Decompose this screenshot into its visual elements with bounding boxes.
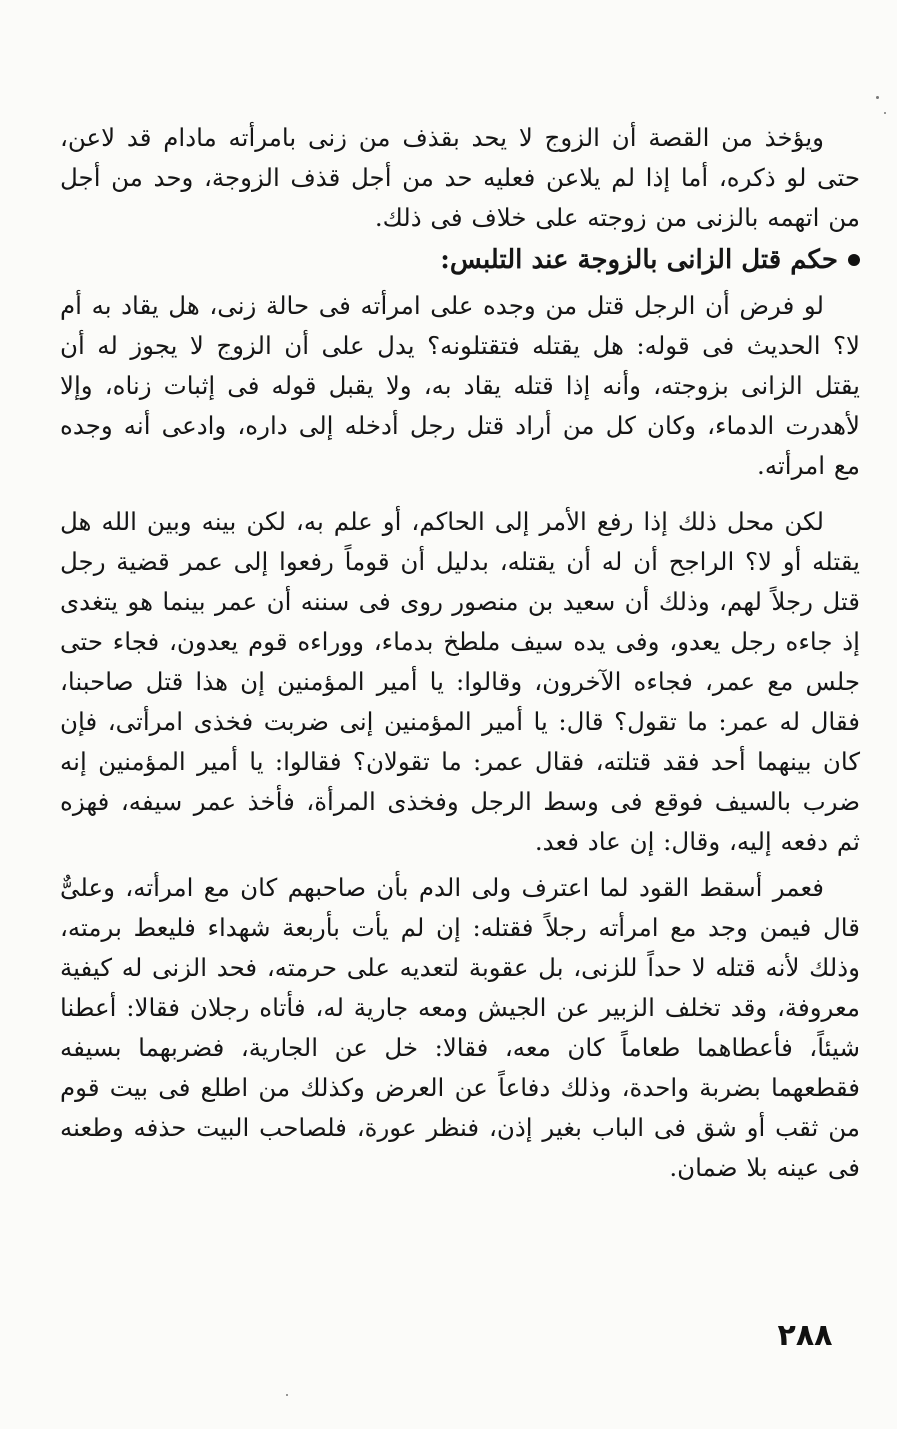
page-number: ٢٨٨ bbox=[777, 1318, 833, 1353]
section-heading bbox=[60, 240, 860, 280]
scan-speck bbox=[876, 96, 879, 99]
paragraph-conclusion: ويؤخذ من القصة أن الزوج لا يحد بقذف من زنى بامرأته مادام قد لاعن، حتى لو ذكره، أما إذا لم يلاعن فعليه حد من أجل قذف الزوجة، وحد من أجل من اتهمه بالزنى من زوجته على خلاف فى ذلك. bbox=[60, 123, 860, 232]
paragraph-spacer bbox=[60, 486, 860, 502]
scan-speck bbox=[286, 1394, 288, 1396]
section-heading-text: حكم قتل الزانى بالزوجة عند التلبس: bbox=[440, 245, 838, 275]
bullet-icon bbox=[848, 254, 860, 266]
scan-speck bbox=[884, 112, 886, 114]
paragraph-hypothesis: لو فرض أن الرجل قتل من وجده على امرأته فى حالة زنى، هل يقاد به أم لا؟ الحديث فى قوله: هل يقتله فتقتلونه؟ يدل على أن الزوج لا يجوز له أن يقتل الزانى بزوجته، وأنه إذا قتله يقاد به، ولا يقبل قوله فى إثبات زناه، وإلا لأهدرت الدماء، وكان كل من أراد قتل رجل أدخله إلى داره، وادعى أنه وجده مع امرأته. bbox=[60, 291, 860, 480]
paragraph-ruling: فعمر أسقط القود لما اعترف ولى الدم بأن صاحبهم كان مع امرأته، وعلىٌّ قال فيمن وجد مع امرأته رجلاً فقتله: إن لم يأت بأربعة شهداء فليعط برمته، وذلك لأنه قتله لا حداً للزنى، بل عقوبة لتعديه على حرمته، فحد الزنى له كيفية معروفة، وقد تخلف الزبير عن الجيش ومعه جارية له، فأتاه رجلان فقالا: أعطنا شيئاً، فأعطاهما طعاماً كان معه، فقالا: خل عن الجارية، فضربهما بسيفه فقطعهما بضربة واحدة، وذلك دفاعاً عن العرض وكذلك من اطلع فى بيت قوم من ثقب أو شق فى الباب بغير إذن، فنظر عورة، فلصاحب البيت حذفه وطعنه فى عينه بلا ضمان. bbox=[60, 873, 860, 1182]
page-body bbox=[60, 118, 860, 1298]
paragraph-umar-story: لكن محل ذلك إذا رفع الأمر إلى الحاكم، أو علم به، لكن بينه وبين الله هل يقتله أو لا؟ الراجح أن له أن يقتله، بدليل أن قوماً رفعوا إلى عمر قضية رجل قتل رجلاً لهم، وذلك أن سعيد بن منصور روى فى سننه أن عمر بينما هو يتغدى إذ جاءه رجل يعدو، وفى يده سيف ملطخ بدماء، ووراءه قوم يعدون، فجاء حتى جلس مع عمر، فجاءه الآخرون، وقالوا: يا أمير المؤمنين إن هذا قتل صاحبنا، فقال له عمر: ما تقول؟ قال: يا أمير المؤمنين إنى ضربت فخذى امرأتى، فإن كان بينهما أحد فقد قتلته، فقال عمر: ما تقولان؟ فقالوا: يا أمير المؤمنين إنه ضرب بالسيف فوقع فى وسط الرجل وفخذى المرأة، فأخذ عمر سيفه، فهزه ثم دفعه إليه، وقال: إن عاد فعد. bbox=[60, 507, 860, 856]
